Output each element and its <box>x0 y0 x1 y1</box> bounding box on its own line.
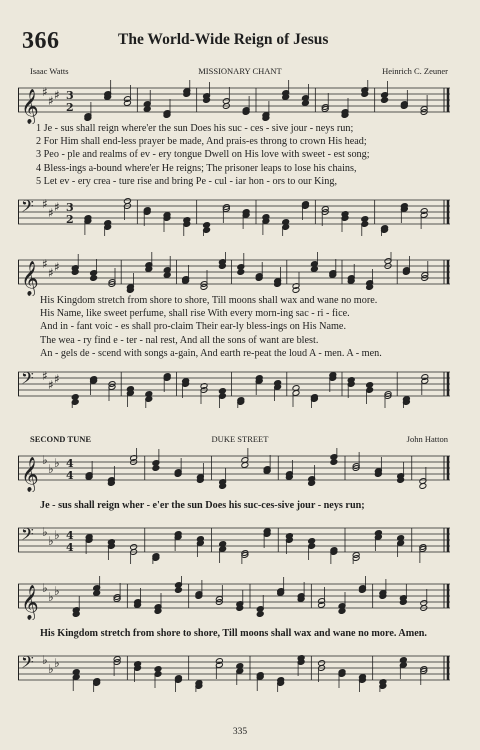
verse-block-2 <box>40 294 452 360</box>
verse-line: 4 Bless-ings a-bound where'er He reigns; The prisoner leaps to lose his chains, <box>36 162 357 174</box>
key-signature-icon: ♯ <box>42 257 48 271</box>
time-signature-icon: 3 <box>66 89 74 102</box>
key-signature-icon: ♯ <box>42 85 48 99</box>
key-signature-icon: ♭ <box>42 453 48 467</box>
key-signature-icon: ♯ <box>54 88 60 102</box>
time-signature-icon: 2 <box>66 213 74 226</box>
tune-name: MISSIONARY CHANT <box>198 66 282 76</box>
treble-clef-icon: 𝄞 <box>21 585 39 620</box>
time-signature-icon: 2 <box>66 101 74 114</box>
note-head <box>71 394 79 401</box>
key-signature-icon: ♭ <box>42 653 48 667</box>
treble-staff-4 <box>18 576 450 620</box>
bass-clef-icon: 𝄢 <box>21 652 34 676</box>
verse-line: 3 Peo - ple and realms of ev - ery tongue Dwell on His love with sweet - est song; <box>36 149 370 161</box>
key-signature-icon: ♭ <box>48 534 54 548</box>
key-signature-icon: ♭ <box>48 662 54 676</box>
treble-staff-2 <box>18 252 450 296</box>
key-signature-icon: ♯ <box>54 372 60 386</box>
author-credit: Isaac Watts <box>30 66 69 76</box>
key-signature-icon: ♯ <box>48 378 54 392</box>
key-signature-icon: ♭ <box>54 456 60 470</box>
verse-line: The wea - ry find e - ter - nal rest, And all the sons of want are blest. <box>40 334 319 346</box>
key-signature-icon: ♯ <box>42 369 48 383</box>
key-signature-icon: ♯ <box>48 266 54 280</box>
verse-block-1 <box>36 122 448 188</box>
note-head <box>218 388 226 395</box>
bass-clef-icon: 𝄢 <box>21 368 34 392</box>
key-signature-icon: ♭ <box>54 584 60 598</box>
time-signature-icon: 4 <box>66 469 74 482</box>
composer-credit: Heinrich C. Zeuner <box>382 66 448 76</box>
key-signature-icon: ♯ <box>48 94 54 108</box>
bass-staff-2 <box>18 364 450 408</box>
note-head <box>366 382 374 389</box>
note-head <box>124 198 132 205</box>
bass-staff-1 <box>18 192 450 236</box>
time-signature-icon: 4 <box>66 541 74 554</box>
bass-clef-icon: 𝄢 <box>21 196 34 220</box>
note-head <box>154 666 162 673</box>
treble-staff-3 <box>18 448 450 492</box>
bass-staff-4 <box>18 648 450 692</box>
treble-clef-icon: 𝄞 <box>21 89 39 124</box>
verse-line: 5 Let ev - ery crea - ture rise and bring Pe - cul - iar hon - ors to our King, <box>36 175 337 187</box>
page-number: 335 <box>232 727 248 737</box>
key-signature-icon: ♯ <box>42 197 48 211</box>
verse-line: An - gels de - scend with songs a-gain, And earth re-peat the loud A - men. A - men. <box>40 347 382 359</box>
verse-line: His Name, like sweet perfume, shall rise With every morn-ing sac - ri - fice. <box>40 308 350 320</box>
key-signature-icon: ♯ <box>54 200 60 214</box>
second-tune-label: SECOND TUNE <box>30 434 92 444</box>
staff-svg <box>18 364 450 408</box>
second-tune-composer: John Hatton <box>406 434 448 444</box>
time-signature-icon: 4 <box>66 457 74 470</box>
note-head <box>130 544 138 551</box>
note-head <box>361 216 369 223</box>
note-head <box>318 660 326 667</box>
note-head <box>308 538 316 545</box>
bass-staff-3 <box>18 520 450 564</box>
staff-svg <box>18 80 450 124</box>
second-tune-name: DUKE STREET <box>211 434 269 444</box>
key-signature-icon: ♭ <box>48 462 54 476</box>
key-signature-icon: ♭ <box>42 581 48 595</box>
staff-svg <box>18 648 450 692</box>
staff-svg <box>18 448 450 492</box>
key-signature-icon: ♯ <box>48 206 54 220</box>
verse-line: His Kingdom stretch from shore to shore, Till moons shall wax and wane no more. <box>40 295 378 306</box>
treble-clef-icon: 𝄞 <box>21 457 39 492</box>
key-signature-icon: ♭ <box>48 590 54 604</box>
key-signature-icon: ♭ <box>54 656 60 670</box>
second-tune-lyric-1: Je - sus shall reign wher - e'er the sun Does his suc-ces-sive jour - neys run; <box>40 500 365 511</box>
verse-line: 2 For Him shall end-less prayer be made, And prais-es throng to crown His head; <box>36 136 367 148</box>
staff-svg <box>18 192 450 236</box>
bass-clef-icon: 𝄢 <box>21 524 34 548</box>
treble-staff-1 <box>18 80 450 124</box>
hymn-number: 366 <box>22 28 60 54</box>
key-signature-icon: ♯ <box>54 260 60 274</box>
staff-svg <box>18 520 450 564</box>
verse-line: 1 Je - sus shall reign where'er the sun Does his suc - ces - sive jour - neys run; <box>36 123 354 134</box>
key-signature-icon: ♭ <box>54 528 60 542</box>
treble-clef-icon: 𝄞 <box>21 261 39 296</box>
verse-line: And in - fant voic - es shall pro-claim Their ear-ly bless-ings on His Name. <box>40 321 347 333</box>
time-signature-icon: 4 <box>66 529 74 542</box>
hymn-title: The World-Wide Reign of Jesus <box>118 31 329 48</box>
key-signature-icon: ♭ <box>42 525 48 539</box>
staff-svg <box>18 252 450 296</box>
time-signature-icon: 3 <box>66 201 74 214</box>
note-head <box>203 222 211 229</box>
staff-svg <box>18 576 450 620</box>
second-tune-lyric-2: His Kingdom stretch from shore to shore, Till moons shall wax and wane no more. Amen. <box>40 628 427 639</box>
